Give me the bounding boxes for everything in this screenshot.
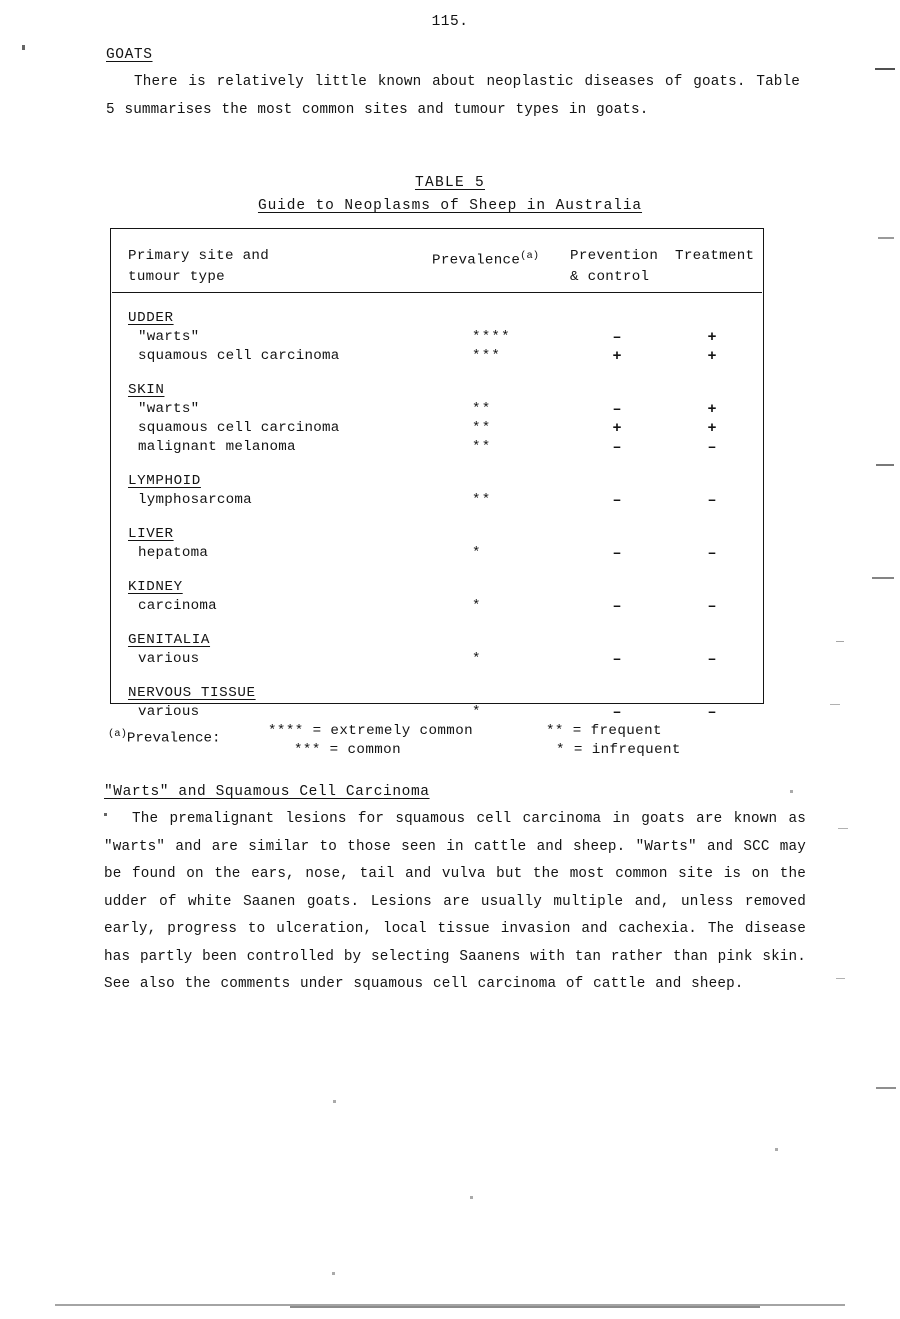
table-label [0,175,900,191]
table-cell-tumour-type: "warts" [138,401,200,417]
scan-speck [790,790,793,793]
table-cell-prevalence: **** [472,329,511,345]
table-cell-tumour-type: squamous cell carcinoma [138,420,340,436]
scan-speck [332,1272,335,1275]
table-site-name: UDDER [128,310,174,326]
section-heading-goats: GOATS [106,47,153,63]
table-cell-treatment: – [707,651,717,668]
table-cell-tumour-type: lymphosarcoma [138,492,252,508]
table-site-name: LYMPHOID [128,473,201,489]
table-row [0,545,717,564]
scan-speck [22,45,25,50]
scan-margin-mark [838,828,848,829]
footnote-entry-1-eq: = [329,742,339,758]
table-cell-prevalence: * [472,651,482,667]
footnote-entry-2-eq: = [572,723,582,739]
table-cell-prevalence: ** [472,439,492,455]
scan-speck [333,1100,336,1103]
table-header-rule [112,292,762,293]
table-cell-tumour-type: various [138,651,200,667]
scan-margin-mark [875,68,895,70]
table-cell-prevalence: *** [472,348,502,364]
scan-margin-mark [878,237,894,239]
footnote-entry-3-symbol: * [556,742,565,758]
footnote-marker-a: (a) [520,250,540,262]
table-cell-prevention: – [612,545,622,562]
footnote-entry-0-meaning: extremely common [330,723,474,739]
footnote-entry-1-symbol: *** [294,742,321,758]
table-cell-treatment: – [707,439,717,456]
scan-speck [470,1196,473,1199]
column-header-prevention-line2: & control [570,269,650,285]
paragraph-warts: The premalignant lesions for squamous cell carcinoma in goats are known as "warts" and are similar to those seen in cattle and sheep. "Warts" and SCC may be found on the ears, nose, tail and vulva but the most common site is on the udder of white Saanen goats. Lesions are usually multiple and, unless removed early, progress to ulceration, local tissue invasion and cachexia. The disease has partly been controlled by selecting Saanens with tan rather than pink skin. See also the comments under squamous cell carcinoma of cattle and sheep. [104,811,806,992]
table-cell-tumour-type: malignant melanoma [138,439,296,455]
table-cell-prevention: – [612,329,622,346]
table-cell-prevalence: * [472,545,482,561]
table-cell-tumour-type: hepatoma [138,545,209,561]
scan-margin-mark [830,704,840,705]
table-row [0,492,717,511]
table-cell-treatment: – [707,704,717,721]
column-header-primary-site-line1: Primary site and [128,248,270,264]
table-site-name: LIVER [128,526,174,542]
scan-margin-mark [836,641,844,642]
footnote-label-text: Prevalence: [126,730,221,747]
table-cell-tumour-type: squamous cell carcinoma [138,348,340,364]
table-row [0,401,717,420]
table-row [0,651,717,670]
scan-speck [775,1148,778,1151]
table-cell-prevention: – [612,598,622,615]
table-cell-tumour-type: various [138,704,200,720]
table-row [0,420,717,439]
table-row [0,329,717,348]
paragraph-goats-intro: There is relatively little known about neoplastic diseases of goats. Table 5 summarises the most common sites and tumour types in goats. [106,74,800,118]
scan-speck [104,813,107,816]
page-number: 115. [431,14,469,30]
column-header-prevalence [432,246,539,272]
footnote-entry-2 [546,722,662,741]
table-site-name: KIDNEY [128,579,183,595]
table-cell-prevention: – [612,492,622,509]
column-header-primary-site-line2: tumour type [128,269,225,285]
table-cell-prevalence: * [472,598,482,614]
table-row [0,439,717,458]
footnote-entry-0 [268,722,473,741]
table-site-name: NERVOUS TISSUE [128,685,256,701]
table-cell-treatment: – [707,598,717,615]
table-caption [0,198,900,214]
table-cell-treatment: – [707,492,717,509]
table-cell-treatment: – [707,545,717,562]
footnote-entry-3 [556,741,681,760]
table-cell-prevention: – [612,651,622,668]
table-cell-prevention: – [612,439,622,456]
table-row [0,598,717,617]
column-header-primary-site [128,246,269,288]
table-site-name: SKIN [128,382,165,398]
table-site-name: GENITALIA [128,632,211,648]
footnote-entry-1-meaning: common [347,742,401,758]
table-cell-tumour-type: carcinoma [138,598,217,614]
table-cell-prevention: – [612,704,622,721]
table-cell-treatment: + [707,401,717,418]
footnote-entry-0-symbol: **** [268,723,304,739]
footnote-entry-0-eq: = [312,723,322,739]
footnote-superscript-a: (a) [108,728,127,740]
table-cell-treatment: + [707,329,717,346]
footnote-entry-3-meaning: infrequent [591,742,681,758]
table-row [0,704,717,723]
table-row [0,348,717,367]
footnote-entry-3-eq: = [573,742,583,758]
table-cell-prevalence: * [472,704,482,720]
table-cell-prevalence: ** [472,420,492,436]
scan-margin-mark [876,1087,896,1089]
column-header-prevention: Prevention [570,248,659,264]
footnote-entry-2-symbol: ** [546,723,564,739]
table-cell-prevention: – [612,401,622,418]
footnote-label [108,725,221,749]
table-cell-prevention: + [612,420,622,437]
table-label-text: TABLE 5 [414,175,485,191]
section-heading-warts: "Warts" and Squamous Cell Carcinoma [104,784,430,800]
table-cell-tumour-type: "warts" [138,329,200,345]
scan-margin-mark [876,464,894,466]
table-cell-prevention: + [612,348,622,365]
table-cell-prevalence: ** [472,401,492,417]
scan-edge-line [290,1306,760,1308]
table-cell-treatment: + [707,348,717,365]
table-caption-text: Guide to Neoplasms of Sheep in Australia [257,198,643,214]
footnote-entry-1 [294,741,401,760]
column-header-treatment: Treatment [675,248,755,264]
scan-margin-mark [872,577,894,579]
table-cell-treatment: + [707,420,717,437]
scan-margin-mark [836,978,845,979]
table-cell-prevalence: ** [472,492,492,508]
footnote-entry-2-meaning: frequent [590,723,662,739]
column-header-prevalence-text: Prevalence [432,252,521,269]
